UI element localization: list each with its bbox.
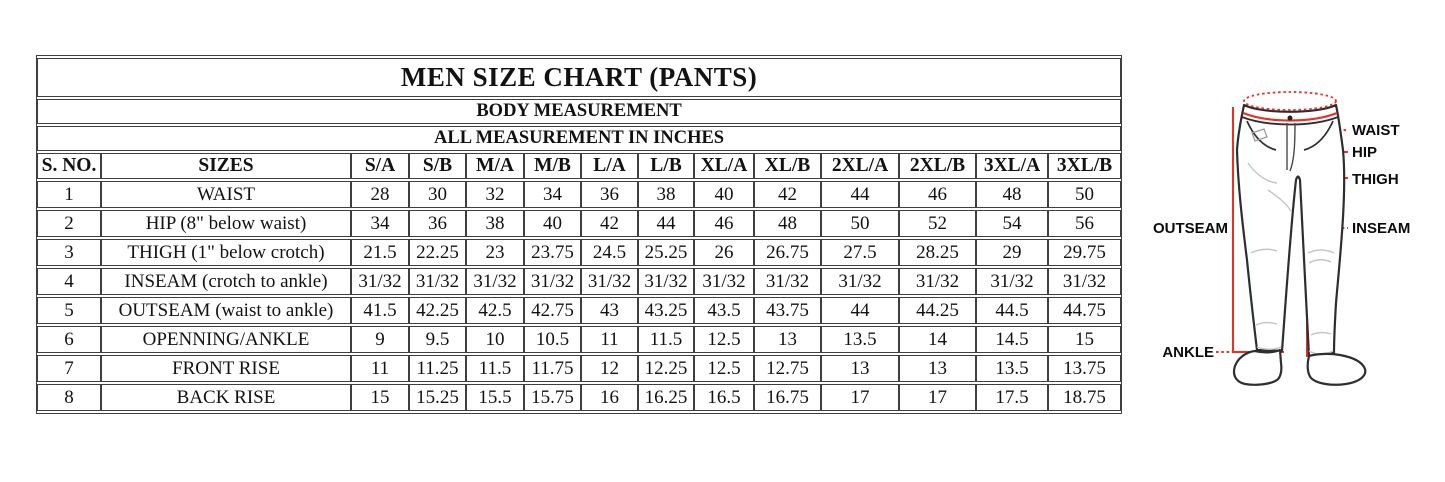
size-value-cell: 11.25	[409, 355, 466, 382]
size-value-cell: 13.75	[1048, 355, 1121, 382]
size-value-cell: 13	[821, 355, 899, 382]
size-value-cell: 31/32	[899, 268, 976, 295]
size-value-cell: 16.25	[638, 384, 694, 411]
size-value-cell: 17.5	[976, 384, 1048, 411]
size-chart-table	[36, 55, 1122, 414]
size-value-cell: 15	[1048, 326, 1121, 353]
diagram-label-outseam: OUTSEAM	[1153, 220, 1228, 237]
size-value-cell: 38	[466, 210, 524, 237]
size-value-cell: 31/32	[466, 268, 524, 295]
serial-number-cell: 4	[37, 268, 101, 295]
measurement-label-cell: INSEAM (crotch to ankle)	[101, 268, 351, 295]
diagram-label-ankle: ANKLE	[1162, 344, 1214, 361]
size-value-cell: 16	[581, 384, 638, 411]
size-value-cell: 41.5	[351, 297, 409, 324]
serial-number-cell: 6	[37, 326, 101, 353]
size-value-cell: 10.5	[524, 326, 581, 353]
size-value-cell: 15.25	[409, 384, 466, 411]
size-value-cell: 26	[694, 239, 754, 266]
left-shoe	[1234, 350, 1281, 385]
diagram-label-inseam: INSEAM	[1352, 220, 1411, 237]
size-value-cell: 13	[899, 355, 976, 382]
pants-measurement-diagram	[1150, 85, 1445, 400]
serial-number-cell: 1	[37, 181, 101, 208]
size-value-cell: 43.25	[638, 297, 694, 324]
size-value-cell: 11	[351, 355, 409, 382]
size-value-cell: 12.25	[638, 355, 694, 382]
waist-top-dotted-ellipse	[1244, 92, 1336, 110]
column-header-s-a: S/A	[351, 153, 409, 179]
size-value-cell: 40	[524, 210, 581, 237]
size-value-cell: 31/32	[409, 268, 466, 295]
column-header-2xl-a: 2XL/A	[821, 153, 899, 179]
size-value-cell: 44	[821, 297, 899, 324]
column-header-sizes: SIZES	[101, 153, 351, 179]
serial-number-cell: 3	[37, 239, 101, 266]
size-value-cell: 21.5	[351, 239, 409, 266]
size-value-cell: 36	[581, 181, 638, 208]
chart-title: MEN SIZE CHART (PANTS)	[37, 58, 1121, 97]
table-row	[37, 326, 1121, 353]
measurement-label-cell: WAIST	[101, 181, 351, 208]
size-value-cell: 46	[899, 181, 976, 208]
size-value-cell: 12.5	[694, 355, 754, 382]
size-value-cell: 15.5	[466, 384, 524, 411]
size-value-cell: 23.75	[524, 239, 581, 266]
size-value-cell: 29.75	[1048, 239, 1121, 266]
table-row	[37, 297, 1121, 324]
column-header-row	[37, 153, 1121, 179]
size-value-cell: 31/32	[976, 268, 1048, 295]
column-header-m-b: M/B	[524, 153, 581, 179]
table-row	[37, 268, 1121, 295]
subtitle-row-1	[37, 99, 1121, 124]
serial-number-cell: 8	[37, 384, 101, 411]
body-measurement-subtitle: BODY MEASUREMENT	[37, 99, 1121, 124]
column-header-xl-a: XL/A	[694, 153, 754, 179]
size-value-cell: 14.5	[976, 326, 1048, 353]
column-header-3xl-b: 3XL/B	[1048, 153, 1121, 179]
size-value-cell: 42.75	[524, 297, 581, 324]
size-value-cell: 11.5	[466, 355, 524, 382]
size-value-cell: 13	[754, 326, 821, 353]
size-value-cell: 13.5	[976, 355, 1048, 382]
size-value-cell: 22.25	[409, 239, 466, 266]
size-value-cell: 15	[351, 384, 409, 411]
size-value-cell: 17	[899, 384, 976, 411]
size-value-cell: 9	[351, 326, 409, 353]
size-value-cell: 42	[581, 210, 638, 237]
table-row	[37, 239, 1121, 266]
size-value-cell: 44.5	[976, 297, 1048, 324]
size-value-cell: 31/32	[581, 268, 638, 295]
column-header-m-a: M/A	[466, 153, 524, 179]
table-row	[37, 384, 1121, 411]
measurement-label-cell: OPENNING/ANKLE	[101, 326, 351, 353]
measurement-label-cell: FRONT RISE	[101, 355, 351, 382]
size-value-cell: 15.75	[524, 384, 581, 411]
column-header-3xl-a: 3XL/A	[976, 153, 1048, 179]
size-value-cell: 11.5	[638, 326, 694, 353]
size-value-cell: 44	[638, 210, 694, 237]
size-value-cell: 25.25	[638, 239, 694, 266]
column-header-s-no-: S. NO.	[37, 153, 101, 179]
size-value-cell: 16.5	[694, 384, 754, 411]
size-value-cell: 42	[754, 181, 821, 208]
size-value-cell: 11.75	[524, 355, 581, 382]
size-value-cell: 29	[976, 239, 1048, 266]
size-value-cell: 28	[351, 181, 409, 208]
size-value-cell: 12.5	[694, 326, 754, 353]
size-value-cell: 31/32	[351, 268, 409, 295]
size-value-cell: 9.5	[409, 326, 466, 353]
diagram-label-hip: HIP	[1352, 144, 1378, 161]
measurement-label-cell: THIGH (1" below crotch)	[101, 239, 351, 266]
column-header-s-b: S/B	[409, 153, 466, 179]
size-value-cell: 50	[1048, 181, 1121, 208]
pants-outline	[1237, 105, 1344, 356]
size-value-cell: 42.5	[466, 297, 524, 324]
size-value-cell: 23	[466, 239, 524, 266]
size-value-cell: 50	[821, 210, 899, 237]
size-value-cell: 54	[976, 210, 1048, 237]
table-row	[37, 210, 1121, 237]
size-value-cell: 48	[976, 181, 1048, 208]
serial-number-cell: 5	[37, 297, 101, 324]
size-value-cell: 30	[409, 181, 466, 208]
subtitle-row-2	[37, 126, 1121, 151]
size-value-cell: 11	[581, 326, 638, 353]
size-value-cell: 34	[524, 181, 581, 208]
size-value-cell: 48	[754, 210, 821, 237]
size-value-cell: 10	[466, 326, 524, 353]
size-value-cell: 56	[1048, 210, 1121, 237]
waist-button	[1288, 116, 1293, 121]
size-value-cell: 43	[581, 297, 638, 324]
serial-number-cell: 7	[37, 355, 101, 382]
measurement-label-cell: HIP (8" below waist)	[101, 210, 351, 237]
size-value-cell: 40	[694, 181, 754, 208]
diagram-label-waist: WAIST	[1352, 122, 1400, 139]
size-value-cell: 31/32	[694, 268, 754, 295]
size-value-cell: 43.75	[754, 297, 821, 324]
column-header-xl-b: XL/B	[754, 153, 821, 179]
size-value-cell: 13.5	[821, 326, 899, 353]
size-value-cell: 43.5	[694, 297, 754, 324]
measurement-label-cell: BACK RISE	[101, 384, 351, 411]
size-value-cell: 44.25	[899, 297, 976, 324]
size-value-cell: 44.75	[1048, 297, 1121, 324]
size-value-cell: 12	[581, 355, 638, 382]
size-value-cell: 27.5	[821, 239, 899, 266]
units-subtitle: ALL MEASUREMENT IN INCHES	[37, 126, 1121, 151]
size-value-cell: 31/32	[821, 268, 899, 295]
size-value-cell: 14	[899, 326, 976, 353]
title-row	[37, 58, 1121, 97]
size-value-cell: 18.75	[1048, 384, 1121, 411]
size-value-cell: 34	[351, 210, 409, 237]
size-value-cell: 44	[821, 181, 899, 208]
size-value-cell: 52	[899, 210, 976, 237]
column-header-l-b: L/B	[638, 153, 694, 179]
size-value-cell: 31/32	[754, 268, 821, 295]
size-value-cell: 46	[694, 210, 754, 237]
table-row	[37, 355, 1121, 382]
size-value-cell: 31/32	[1048, 268, 1121, 295]
right-shoe	[1308, 354, 1366, 385]
size-value-cell: 26.75	[754, 239, 821, 266]
measurement-label-cell: OUTSEAM (waist to ankle)	[101, 297, 351, 324]
size-value-cell: 17	[821, 384, 899, 411]
diagram-label-thigh: THIGH	[1352, 171, 1399, 188]
size-value-cell: 31/32	[638, 268, 694, 295]
size-value-cell: 28.25	[899, 239, 976, 266]
size-value-cell: 42.25	[409, 297, 466, 324]
size-value-cell: 12.75	[754, 355, 821, 382]
size-value-cell: 38	[638, 181, 694, 208]
size-value-cell: 36	[409, 210, 466, 237]
size-value-cell: 16.75	[754, 384, 821, 411]
column-header-l-a: L/A	[581, 153, 638, 179]
table-row	[37, 181, 1121, 208]
serial-number-cell: 2	[37, 210, 101, 237]
size-value-cell: 32	[466, 181, 524, 208]
size-value-cell: 24.5	[581, 239, 638, 266]
column-header-2xl-b: 2XL/B	[899, 153, 976, 179]
size-value-cell: 31/32	[524, 268, 581, 295]
